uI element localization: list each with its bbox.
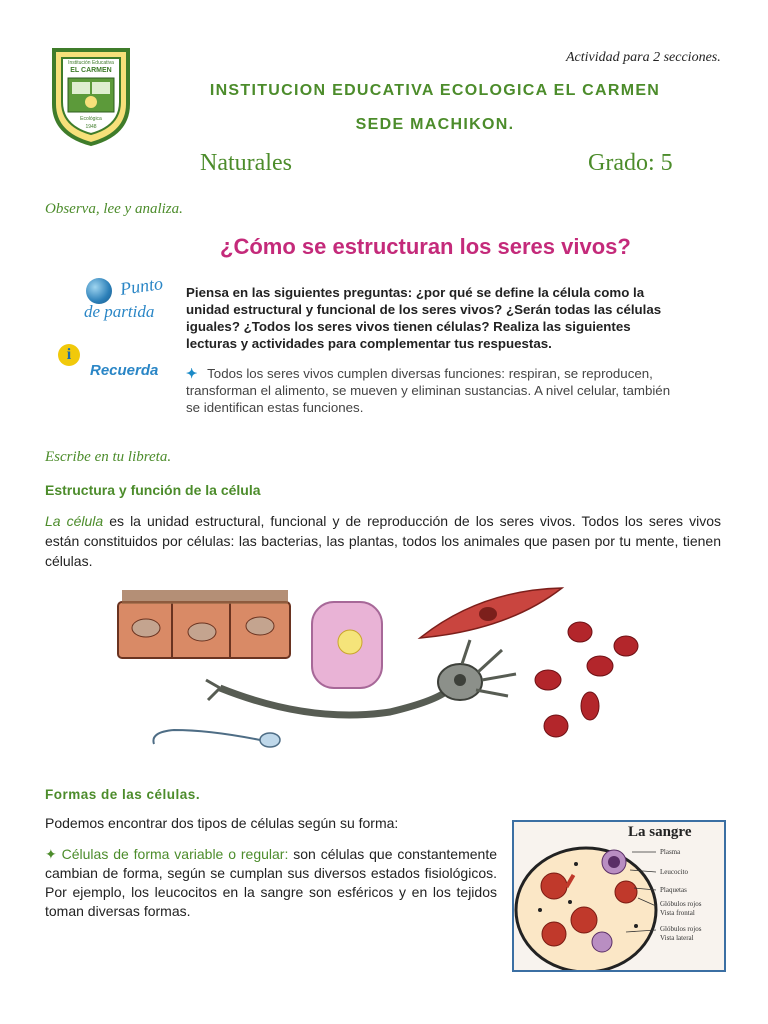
- recuerda-badge: [58, 344, 178, 388]
- structure-heading: Estructura y función de la célula: [45, 482, 261, 498]
- label-vista-frontal: Vista frontal: [660, 909, 695, 917]
- de-partida-label: de partida: [84, 302, 155, 321]
- sperm-cell: [153, 730, 280, 747]
- epithelial-cells: [118, 590, 290, 658]
- section-observe: Observa, lee y analiza.: [45, 201, 183, 217]
- logo-bottom-text: Ecológica: [80, 116, 102, 122]
- punto-de-partida-badge: [84, 274, 174, 328]
- activity-note: Actividad para 2 secciones.: [566, 50, 721, 65]
- red-blood-cells: [535, 622, 638, 737]
- campus-name: SEDE MACHIKON.: [355, 116, 515, 133]
- school-logo: [48, 44, 134, 148]
- globe-icon: [86, 278, 112, 304]
- cell-term: La célula: [45, 513, 104, 529]
- cell-paragraph: [45, 511, 721, 571]
- section-write: Escribe en tu libreta.: [45, 449, 172, 465]
- logo-name: EL CARMEN: [70, 67, 112, 74]
- grade-label: Grado: 5: [588, 150, 673, 176]
- subject-label: Naturales: [200, 150, 292, 176]
- blood-figure: [512, 820, 726, 972]
- punto-label: Punto: [118, 273, 165, 299]
- label-leucocito: Leucocito: [660, 868, 688, 876]
- question-title: ¿Cómo se estructuran los seres vivos?: [220, 234, 631, 259]
- school-name: INSTITUCION EDUCATIVA ECOLOGICA EL CARMEN: [209, 82, 661, 99]
- cell-text: es la unidad estructural, funcional y de reproducción de los seres vivos. Todos los seres vivos están constituidos por células: las bacterias, las plantas, todos los animales que pasen por tu mente, tienen células.: [45, 513, 721, 569]
- logo-year: 1948: [85, 124, 97, 130]
- label-globulos-rojos-lateral: Glóbulos rojos: [660, 925, 702, 933]
- variable-form-term: Células de forma variable o regular:: [61, 846, 289, 862]
- remember-text: [186, 365, 672, 416]
- bullet-star-icon: ✦: [45, 846, 57, 862]
- recuerda-label: Recuerda: [90, 362, 159, 379]
- cells-illustration: [110, 580, 670, 760]
- info-icon: i: [58, 344, 80, 366]
- forms-heading: Formas de las células.: [45, 787, 201, 802]
- intro-text: Piensa en las siguientes preguntas: ¿por qué se define la célula como la unidad estructural y funcional de los seres vivos? ¿Serán todas las células iguales? ¿Todos los seres vivos tienen células? Realiza las siguientes lecturas y actividades para complementar tus respuestas.: [186, 285, 662, 351]
- variable-form-paragraph: [45, 845, 497, 921]
- blood-figure-title: La sangre: [628, 824, 692, 840]
- muscle-cell: [420, 588, 562, 638]
- forms-intro: Podemos encontrar dos tipos de células según su forma:: [45, 815, 399, 831]
- logo-top-text: Institución Educativa: [68, 60, 114, 66]
- label-plasma: Plasma: [660, 848, 681, 856]
- label-globulos-rojos-frontal: Glóbulos rojos: [660, 900, 702, 908]
- round-cell: [312, 602, 382, 688]
- bullet-star-icon: ✦: [186, 366, 198, 381]
- label-plaquetas: Plaquetas: [660, 886, 687, 894]
- variable-form-text: son células que constantemente cambian de forma, según se cumplan sus diversos estados fisiológicos. Por ejemplo, los leucocitos en la sangre son esféricos y en los tejidos toman diversas formas.: [45, 846, 498, 919]
- remember-body: Todos los seres vivos cumplen diversas funciones: respiran, se reproducen, transforman el alimento, se mueven y eliminan sustancias. A nivel celular, también se identifican estas funciones.: [186, 366, 671, 415]
- label-vista-lateral: Vista lateral: [660, 934, 694, 942]
